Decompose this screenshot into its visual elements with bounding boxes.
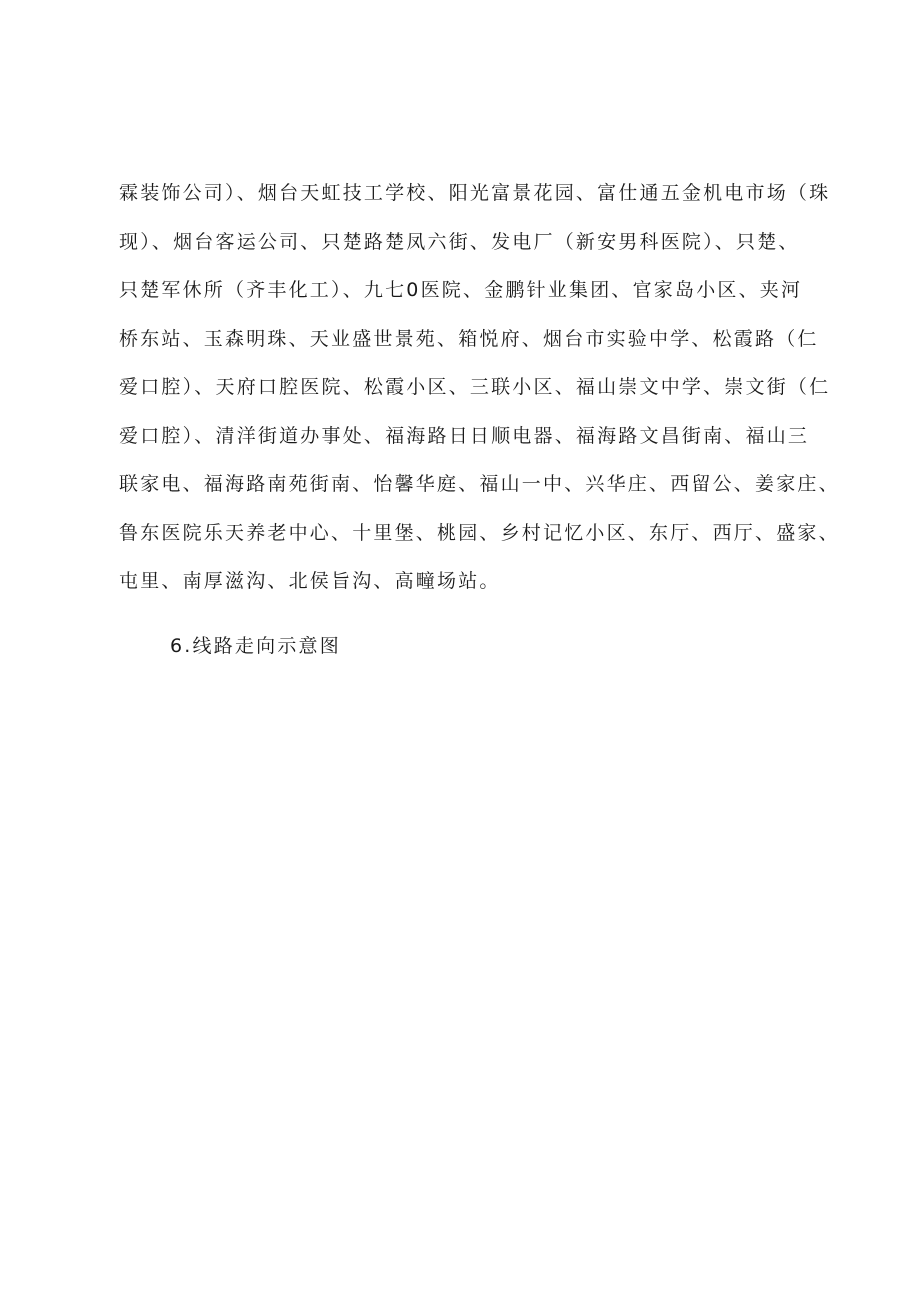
- paragraph-line: 爱口腔）、天府口腔医院、松霞小区、三联小区、福山崇文中学、崇文街（仁: [119, 376, 831, 398]
- paragraph-line: 爱口腔）、清洋街道办事处、福海路日日顺电器、福海路文昌街南、福山三: [119, 424, 810, 447]
- paragraph-line: 桥东站、玉森明珠、天业盛世景苑、箱悦府、烟台市实验中学、松霞路（仁: [119, 327, 819, 350]
- paragraph-line: 鲁东医院乐天养老中心、十里堡、桃园、乡村记忆小区、东厅、西厅、盛家、: [119, 521, 840, 544]
- stop-list-paragraph: [119, 173, 859, 610]
- paragraph-line: 现）、烟台客运公司、只楚路楚凤六街、发电厂（新安男科医院）、只楚、: [119, 230, 800, 253]
- paragraph-line: 霖装饰公司）、烟台天虹技工学校、阳光富景花园、富仕通五金机电市场（珠: [119, 182, 831, 204]
- paragraph-line: 只楚军休所（齐丰化工）、九七0医院、金鹏针业集团、官家岛小区、夹河: [119, 279, 803, 301]
- section-heading: 6.线路走向示意图: [170, 635, 341, 657]
- paragraph-line: 联家电、福海路南苑街南、怡馨华庭、福山一中、兴华庄、西留公、姜家庄、: [119, 473, 840, 495]
- paragraph-line: 屯里、南厚滋沟、北侯旨沟、高疃场站。: [119, 570, 501, 592]
